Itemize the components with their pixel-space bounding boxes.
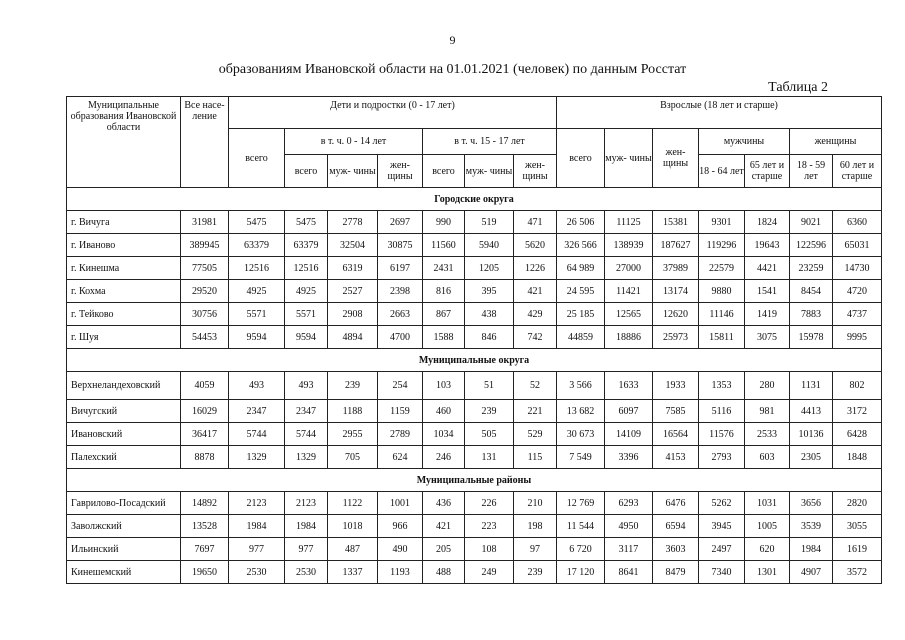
value-cell: 2530 bbox=[285, 561, 328, 584]
value-cell: 2955 bbox=[328, 423, 378, 446]
value-cell: 13174 bbox=[653, 280, 699, 303]
value-cell: 2347 bbox=[229, 400, 285, 423]
value-cell: 7883 bbox=[790, 303, 833, 326]
value-cell: 9880 bbox=[699, 280, 745, 303]
value-cell: 108 bbox=[465, 538, 514, 561]
value-cell: 122596 bbox=[790, 234, 833, 257]
value-cell: 54453 bbox=[181, 326, 229, 349]
value-cell: 5475 bbox=[229, 211, 285, 234]
header-0-14-women: жен- щины bbox=[378, 155, 423, 188]
value-cell: 2663 bbox=[378, 303, 423, 326]
value-cell: 254 bbox=[378, 372, 423, 400]
value-cell: 471 bbox=[514, 211, 557, 234]
value-cell: 1159 bbox=[378, 400, 423, 423]
value-cell: 239 bbox=[514, 561, 557, 584]
table-row bbox=[67, 538, 882, 561]
header-adults-men: муж- чины bbox=[605, 129, 653, 188]
table-row bbox=[67, 372, 882, 400]
value-cell: 11 544 bbox=[557, 515, 605, 538]
value-cell: 187627 bbox=[653, 234, 699, 257]
value-cell: 77505 bbox=[181, 257, 229, 280]
value-cell: 5744 bbox=[285, 423, 328, 446]
value-cell: 436 bbox=[423, 492, 465, 515]
value-cell: 2431 bbox=[423, 257, 465, 280]
value-cell: 3945 bbox=[699, 515, 745, 538]
value-cell: 5744 bbox=[229, 423, 285, 446]
value-cell: 10136 bbox=[790, 423, 833, 446]
value-cell: 9021 bbox=[790, 211, 833, 234]
value-cell: 490 bbox=[378, 538, 423, 561]
value-cell: 1301 bbox=[745, 561, 790, 584]
value-cell: 2527 bbox=[328, 280, 378, 303]
value-cell: 1353 bbox=[699, 372, 745, 400]
value-cell: 1205 bbox=[465, 257, 514, 280]
value-cell: 16564 bbox=[653, 423, 699, 446]
value-cell: 5475 bbox=[285, 211, 328, 234]
section-title: Муниципальные районы bbox=[67, 469, 882, 492]
value-cell: 4059 bbox=[181, 372, 229, 400]
value-cell: 11576 bbox=[699, 423, 745, 446]
value-cell: 3 566 bbox=[557, 372, 605, 400]
value-cell: 1005 bbox=[745, 515, 790, 538]
value-cell: 13 682 bbox=[557, 400, 605, 423]
section-title: Муниципальные округа bbox=[67, 349, 882, 372]
value-cell: 13528 bbox=[181, 515, 229, 538]
value-cell: 7585 bbox=[653, 400, 699, 423]
table-row bbox=[67, 561, 882, 584]
value-cell: 8641 bbox=[605, 561, 653, 584]
value-cell: 9594 bbox=[285, 326, 328, 349]
value-cell: 27000 bbox=[605, 257, 653, 280]
header-adults-women: жен- щины bbox=[653, 129, 699, 188]
value-cell: 12 769 bbox=[557, 492, 605, 515]
value-cell: 9301 bbox=[699, 211, 745, 234]
value-cell: 2793 bbox=[699, 446, 745, 469]
municipality-name-cell: Ивановский bbox=[67, 423, 181, 446]
value-cell: 505 bbox=[465, 423, 514, 446]
value-cell: 5571 bbox=[285, 303, 328, 326]
value-cell: 1001 bbox=[378, 492, 423, 515]
value-cell: 981 bbox=[745, 400, 790, 423]
municipality-name-cell: г. Тейково bbox=[67, 303, 181, 326]
value-cell: 2123 bbox=[285, 492, 328, 515]
value-cell: 6594 bbox=[653, 515, 699, 538]
value-cell: 8454 bbox=[790, 280, 833, 303]
table-row bbox=[67, 326, 882, 349]
value-cell: 3172 bbox=[833, 400, 882, 423]
value-cell: 8479 bbox=[653, 561, 699, 584]
value-cell: 1031 bbox=[745, 492, 790, 515]
value-cell: 5940 bbox=[465, 234, 514, 257]
value-cell: 7697 bbox=[181, 538, 229, 561]
header-adults-all: всего bbox=[557, 129, 605, 188]
value-cell: 131 bbox=[465, 446, 514, 469]
value-cell: 4950 bbox=[605, 515, 653, 538]
municipality-name-cell: г. Вичуга bbox=[67, 211, 181, 234]
municipality-name-cell: Ильинский bbox=[67, 538, 181, 561]
value-cell: 138939 bbox=[605, 234, 653, 257]
value-cell: 1122 bbox=[328, 492, 378, 515]
value-cell: 280 bbox=[745, 372, 790, 400]
value-cell: 63379 bbox=[285, 234, 328, 257]
value-cell: 223 bbox=[465, 515, 514, 538]
value-cell: 816 bbox=[423, 280, 465, 303]
table-row bbox=[67, 257, 882, 280]
value-cell: 30756 bbox=[181, 303, 229, 326]
value-cell: 3539 bbox=[790, 515, 833, 538]
header-total: Все насе- ление bbox=[181, 97, 229, 188]
table-caption: образованиям Ивановской области на 01.01.2021 (человек) по данным Росстат bbox=[218, 62, 687, 77]
value-cell: 1984 bbox=[790, 538, 833, 561]
value-cell: 2305 bbox=[790, 446, 833, 469]
value-cell: 115 bbox=[514, 446, 557, 469]
value-cell: 14892 bbox=[181, 492, 229, 515]
value-cell: 36417 bbox=[181, 423, 229, 446]
value-cell: 1419 bbox=[745, 303, 790, 326]
header-children: Дети и подростки (0 - 17 лет) bbox=[229, 97, 557, 129]
value-cell: 221 bbox=[514, 400, 557, 423]
value-cell: 103 bbox=[423, 372, 465, 400]
municipality-name-cell: Заволжский bbox=[67, 515, 181, 538]
table-row bbox=[67, 446, 882, 469]
value-cell: 63379 bbox=[229, 234, 285, 257]
header-municipality: Муниципальные образования Ивановской области bbox=[67, 97, 181, 188]
table-row bbox=[67, 492, 882, 515]
section-title: Городские округа bbox=[67, 188, 882, 211]
section-header-row bbox=[67, 188, 882, 211]
value-cell: 389945 bbox=[181, 234, 229, 257]
value-cell: 2497 bbox=[699, 538, 745, 561]
municipality-name-cell: г. Шуя bbox=[67, 326, 181, 349]
table-row bbox=[67, 303, 882, 326]
value-cell: 977 bbox=[229, 538, 285, 561]
value-cell: 429 bbox=[514, 303, 557, 326]
value-cell: 1337 bbox=[328, 561, 378, 584]
value-cell: 205 bbox=[423, 538, 465, 561]
value-cell: 1131 bbox=[790, 372, 833, 400]
value-cell: 4894 bbox=[328, 326, 378, 349]
value-cell: 15381 bbox=[653, 211, 699, 234]
value-cell: 11560 bbox=[423, 234, 465, 257]
value-cell: 6197 bbox=[378, 257, 423, 280]
value-cell: 11421 bbox=[605, 280, 653, 303]
value-cell: 488 bbox=[423, 561, 465, 584]
value-cell: 624 bbox=[378, 446, 423, 469]
value-cell: 18886 bbox=[605, 326, 653, 349]
table-row bbox=[67, 400, 882, 423]
value-cell: 990 bbox=[423, 211, 465, 234]
section-header-row bbox=[67, 469, 882, 492]
value-cell: 4925 bbox=[229, 280, 285, 303]
value-cell: 493 bbox=[285, 372, 328, 400]
table-row bbox=[67, 211, 882, 234]
value-cell: 2697 bbox=[378, 211, 423, 234]
value-cell: 966 bbox=[378, 515, 423, 538]
value-cell: 1329 bbox=[285, 446, 328, 469]
population-table bbox=[66, 96, 882, 584]
value-cell: 4413 bbox=[790, 400, 833, 423]
municipality-name-cell: Кинешемский bbox=[67, 561, 181, 584]
value-cell: 4907 bbox=[790, 561, 833, 584]
value-cell: 6319 bbox=[328, 257, 378, 280]
value-cell: 2533 bbox=[745, 423, 790, 446]
value-cell: 3075 bbox=[745, 326, 790, 349]
value-cell: 2778 bbox=[328, 211, 378, 234]
value-cell: 97 bbox=[514, 538, 557, 561]
table-body bbox=[67, 188, 882, 584]
municipality-name-cell: г. Кохма bbox=[67, 280, 181, 303]
value-cell: 1541 bbox=[745, 280, 790, 303]
header-0-14-all: всего bbox=[285, 155, 328, 188]
value-cell: 1984 bbox=[229, 515, 285, 538]
value-cell: 421 bbox=[423, 515, 465, 538]
value-cell: 487 bbox=[328, 538, 378, 561]
value-cell: 6 720 bbox=[557, 538, 605, 561]
table-header bbox=[67, 97, 882, 188]
value-cell: 12620 bbox=[653, 303, 699, 326]
value-cell: 4737 bbox=[833, 303, 882, 326]
value-cell: 5620 bbox=[514, 234, 557, 257]
value-cell: 6360 bbox=[833, 211, 882, 234]
value-cell: 226 bbox=[465, 492, 514, 515]
value-cell: 4153 bbox=[653, 446, 699, 469]
value-cell: 802 bbox=[833, 372, 882, 400]
header-adults: Взрослые (18 лет и старше) bbox=[557, 97, 882, 129]
value-cell: 15978 bbox=[790, 326, 833, 349]
municipality-name-cell: Вичугский bbox=[67, 400, 181, 423]
value-cell: 3656 bbox=[790, 492, 833, 515]
value-cell: 6476 bbox=[653, 492, 699, 515]
header-children-all: всего bbox=[229, 129, 285, 188]
value-cell: 4421 bbox=[745, 257, 790, 280]
value-cell: 705 bbox=[328, 446, 378, 469]
value-cell: 11125 bbox=[605, 211, 653, 234]
value-cell: 19643 bbox=[745, 234, 790, 257]
table-row bbox=[67, 234, 882, 257]
value-cell: 239 bbox=[328, 372, 378, 400]
value-cell: 493 bbox=[229, 372, 285, 400]
header-men-65: 65 лет и старше bbox=[745, 155, 790, 188]
municipality-name-cell: Верхнеландеховский bbox=[67, 372, 181, 400]
value-cell: 6097 bbox=[605, 400, 653, 423]
value-cell: 529 bbox=[514, 423, 557, 446]
municipality-name-cell: г. Кинешма bbox=[67, 257, 181, 280]
header-age-0-14: в т. ч. 0 - 14 лет bbox=[285, 129, 423, 155]
value-cell: 23259 bbox=[790, 257, 833, 280]
value-cell: 51 bbox=[465, 372, 514, 400]
header-age-15-17: в т. ч. 15 - 17 лет bbox=[423, 129, 557, 155]
value-cell: 16029 bbox=[181, 400, 229, 423]
value-cell: 17 120 bbox=[557, 561, 605, 584]
value-cell: 246 bbox=[423, 446, 465, 469]
value-cell: 249 bbox=[465, 561, 514, 584]
value-cell: 1226 bbox=[514, 257, 557, 280]
value-cell: 6428 bbox=[833, 423, 882, 446]
value-cell: 2789 bbox=[378, 423, 423, 446]
value-cell: 26 506 bbox=[557, 211, 605, 234]
value-cell: 210 bbox=[514, 492, 557, 515]
value-cell: 7340 bbox=[699, 561, 745, 584]
value-cell: 2908 bbox=[328, 303, 378, 326]
value-cell: 2347 bbox=[285, 400, 328, 423]
value-cell: 1824 bbox=[745, 211, 790, 234]
value-cell: 460 bbox=[423, 400, 465, 423]
value-cell: 5116 bbox=[699, 400, 745, 423]
value-cell: 603 bbox=[745, 446, 790, 469]
value-cell: 22579 bbox=[699, 257, 745, 280]
table-row bbox=[67, 515, 882, 538]
value-cell: 1984 bbox=[285, 515, 328, 538]
value-cell: 8878 bbox=[181, 446, 229, 469]
value-cell: 12516 bbox=[229, 257, 285, 280]
value-cell: 30875 bbox=[378, 234, 423, 257]
section-header-row bbox=[67, 349, 882, 372]
value-cell: 1619 bbox=[833, 538, 882, 561]
header-women-60: 60 лет и старше bbox=[833, 155, 882, 188]
value-cell: 3117 bbox=[605, 538, 653, 561]
value-cell: 4720 bbox=[833, 280, 882, 303]
value-cell: 52 bbox=[514, 372, 557, 400]
value-cell: 977 bbox=[285, 538, 328, 561]
page-number: 9 bbox=[449, 33, 456, 47]
value-cell: 32504 bbox=[328, 234, 378, 257]
municipality-name-cell: Гаврилово-Посадский bbox=[67, 492, 181, 515]
value-cell: 2398 bbox=[378, 280, 423, 303]
value-cell: 25973 bbox=[653, 326, 699, 349]
value-cell: 1193 bbox=[378, 561, 423, 584]
value-cell: 31981 bbox=[181, 211, 229, 234]
table-row bbox=[67, 280, 882, 303]
value-cell: 3572 bbox=[833, 561, 882, 584]
value-cell: 867 bbox=[423, 303, 465, 326]
value-cell: 846 bbox=[465, 326, 514, 349]
value-cell: 1848 bbox=[833, 446, 882, 469]
value-cell: 519 bbox=[465, 211, 514, 234]
value-cell: 12516 bbox=[285, 257, 328, 280]
header-15-17-men: муж- чины bbox=[465, 155, 514, 188]
value-cell: 37989 bbox=[653, 257, 699, 280]
value-cell: 421 bbox=[514, 280, 557, 303]
header-women-18-59: 18 - 59 лет bbox=[790, 155, 833, 188]
value-cell: 1188 bbox=[328, 400, 378, 423]
value-cell: 9594 bbox=[229, 326, 285, 349]
value-cell: 3396 bbox=[605, 446, 653, 469]
value-cell: 4925 bbox=[285, 280, 328, 303]
value-cell: 326 566 bbox=[557, 234, 605, 257]
value-cell: 1588 bbox=[423, 326, 465, 349]
value-cell: 15811 bbox=[699, 326, 745, 349]
value-cell: 6293 bbox=[605, 492, 653, 515]
header-15-17-all: всего bbox=[423, 155, 465, 188]
value-cell: 9995 bbox=[833, 326, 882, 349]
value-cell: 2123 bbox=[229, 492, 285, 515]
header-women-group: женщины bbox=[790, 129, 882, 155]
value-cell: 1633 bbox=[605, 372, 653, 400]
table-label: Таблица 2 bbox=[768, 80, 828, 95]
value-cell: 14109 bbox=[605, 423, 653, 446]
value-cell: 25 185 bbox=[557, 303, 605, 326]
value-cell: 5262 bbox=[699, 492, 745, 515]
value-cell: 2820 bbox=[833, 492, 882, 515]
value-cell: 742 bbox=[514, 326, 557, 349]
value-cell: 24 595 bbox=[557, 280, 605, 303]
header-0-14-men: муж- чины bbox=[328, 155, 378, 188]
value-cell: 12565 bbox=[605, 303, 653, 326]
value-cell: 1329 bbox=[229, 446, 285, 469]
value-cell: 438 bbox=[465, 303, 514, 326]
municipality-name-cell: Палехский bbox=[67, 446, 181, 469]
value-cell: 44859 bbox=[557, 326, 605, 349]
value-cell: 4700 bbox=[378, 326, 423, 349]
value-cell: 2530 bbox=[229, 561, 285, 584]
value-cell: 64 989 bbox=[557, 257, 605, 280]
value-cell: 620 bbox=[745, 538, 790, 561]
value-cell: 30 673 bbox=[557, 423, 605, 446]
header-men-group: мужчины bbox=[699, 129, 790, 155]
value-cell: 198 bbox=[514, 515, 557, 538]
value-cell: 11146 bbox=[699, 303, 745, 326]
value-cell: 1933 bbox=[653, 372, 699, 400]
value-cell: 239 bbox=[465, 400, 514, 423]
header-men-18-64: 18 - 64 лет bbox=[699, 155, 745, 188]
table-row bbox=[67, 423, 882, 446]
value-cell: 65031 bbox=[833, 234, 882, 257]
value-cell: 29520 bbox=[181, 280, 229, 303]
value-cell: 5571 bbox=[229, 303, 285, 326]
value-cell: 1018 bbox=[328, 515, 378, 538]
value-cell: 395 bbox=[465, 280, 514, 303]
value-cell: 3055 bbox=[833, 515, 882, 538]
value-cell: 7 549 bbox=[557, 446, 605, 469]
municipality-name-cell: г. Иваново bbox=[67, 234, 181, 257]
header-15-17-women: жен- щины bbox=[514, 155, 557, 188]
value-cell: 1034 bbox=[423, 423, 465, 446]
value-cell: 119296 bbox=[699, 234, 745, 257]
value-cell: 3603 bbox=[653, 538, 699, 561]
value-cell: 14730 bbox=[833, 257, 882, 280]
value-cell: 19650 bbox=[181, 561, 229, 584]
